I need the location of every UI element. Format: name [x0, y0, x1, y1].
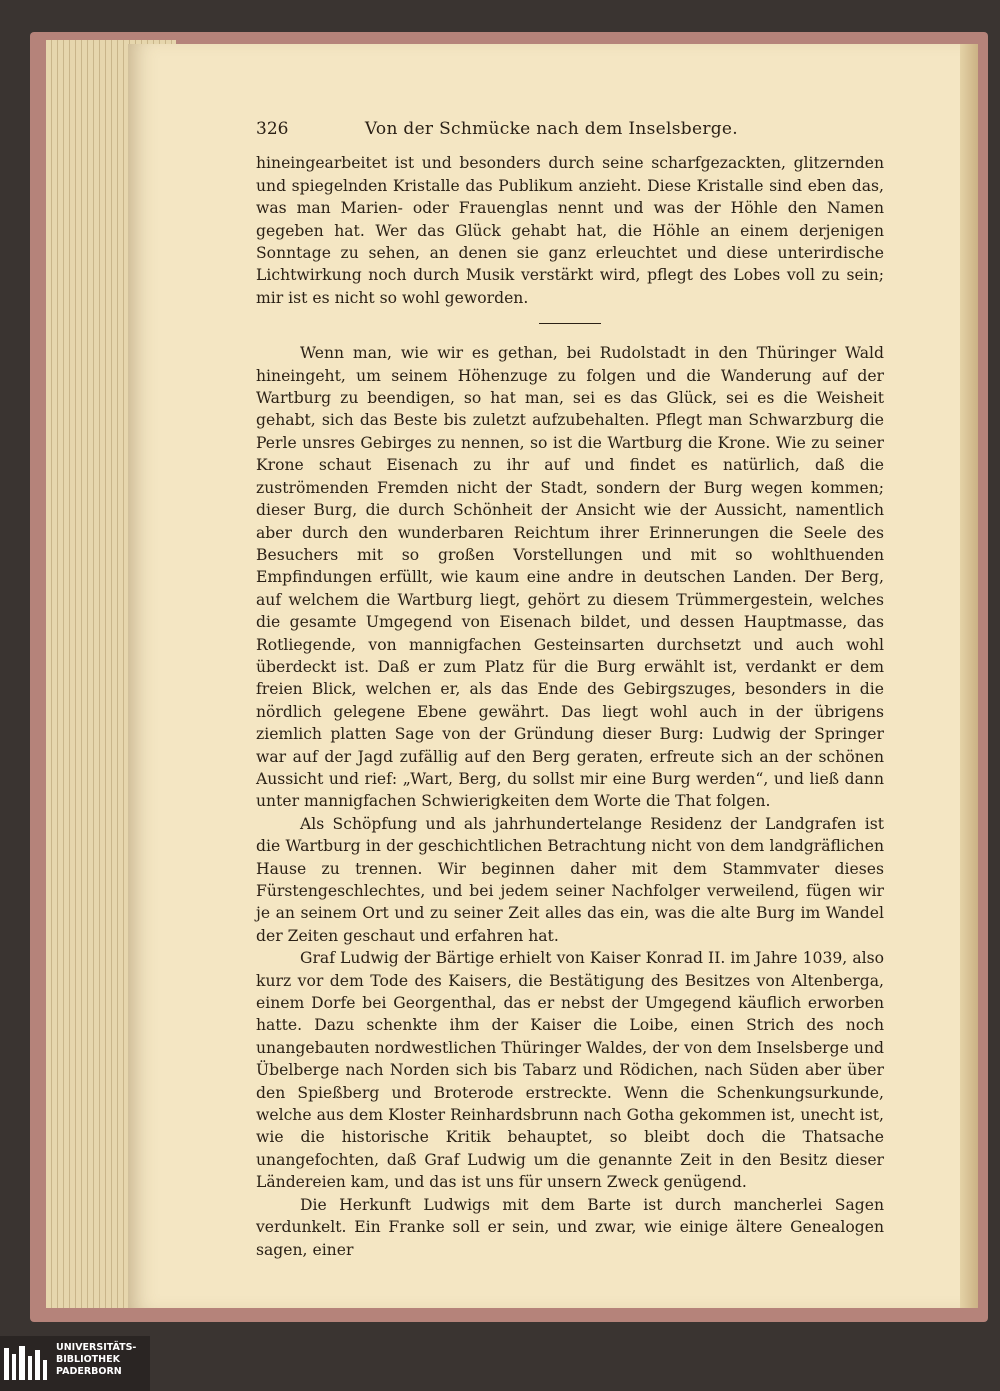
page-gutter — [960, 44, 978, 1308]
paragraph-2: Wenn man, wie wir es gethan, bei Rudolstadt in den Thüringer Wald hineingeht, um seinem Höhenzuge zu folgen und die Wanderung auf der Wartburg zu beendigen, so hat man, sei es das Glück, sei es die Weisheit gehabt, sich das Beste bis zuletzt aufzubehalten. Pflegt man Schwarzburg die Perle unsres Gebirges zu nennen, so ist die Wartburg die Krone. Wie zu seiner Krone schaut Eisenach zu ihr auf und findet es natürlich, daß die zuströmenden Fremden nicht der Stadt, sondern der Burg wegen kommen; dieser Burg, die durch Schönheit der Ansicht wie der Aussicht, namentlich aber durch den wunderbaren Reichtum ihrer Erinnerungen die Seele des Besuchers mit so großen Vorstellungen und mit so wohlthuenden Empfindungen erfüllt, wie kaum eine andre in deutschen Landen. Der Berg, auf welchem die Wartburg liegt, gehört zu diesem Trümmergestein, welches die gesamte Umgegend von Eisenach bildet, und dessen Hauptmasse, das Rotliegende, von mannigfachen Gesteinsarten durchsetzt und auch wohl überdeckt ist. Daß er zum Platz für die Burg erwählt ist, verdankt er dem freien Blick, welchen er, als das Ende des Gebirgszuges, besonders in die nördlich gelegene Ebene gewährt. Das liegt wohl auch in der übrigens ziemlich platten Sage von der Gründung dieser Burg: Ludwig der Springer war auf der Jagd zufällig auf den Berg geraten, erfreute sich an der schönen Aussicht und rief: „Wart, Berg, du sollst mir eine Burg werden“, und ließ dann unter mannigfachen Schwierigkeiten dem Worte die That folgen. — [256, 344, 884, 811]
running-title: Von der Schmücke nach dem Inselsberge. — [364, 119, 738, 139]
library-logo — [0, 1336, 150, 1391]
running-header — [256, 118, 884, 140]
page-text — [256, 118, 884, 1261]
logo-line-1: UNIVERSITÄTS- — [56, 1342, 137, 1353]
paragraph-5: Die Herkunft Ludwigs mit dem Barte ist durch mancherlei Sagen verdunkelt. Ein Franke soll er sein, und zwar, wie einige ältere Genealogen sagen, einer — [256, 1195, 884, 1259]
library-emblem-icon — [2, 1344, 52, 1384]
paragraph-4: Graf Ludwig der Bärtige erhielt von Kaiser Konrad II. im Jahre 1039, also kurz vor dem Tode des Kaisers, die Bestätigung des Besitzes von Altenberga, einem Dorfe bei Georgenthal, das er nebst der Umgegend käuflich erworben hatte. Dazu schenkte ihm der Kaiser die Loibe, einen Strich des noch unangebauten nordwestlichen Thüringer Waldes, der von dem Inselsberge und Übelberge nach Norden sich bis Tabarz und Rödichen, nach Süden aber über den Spießberg und Broterode erstreckte. Wenn die Schenkungsurkunde, welche aus dem Kloster Reinhardsbrunn nach Gotha gekommen ist, unecht ist, wie die historische Kritik behauptet, so bleibt doch die Thatsache unangefochten, daß Graf Ludwig um die genannte Zeit in den Besitz dieser Ländereien kam, und das ist uns für unsern Zweck genügend. — [256, 949, 884, 1192]
paragraph-3: Als Schöpfung und als jahrhundertelange Residenz der Landgrafen ist die Wartburg in der geschichtlichen Betrachtung nicht von dem landgräflichen Hause zu trennen. Wir beginnen daher mit dem Stammvater dieses Fürstengeschlechtes, und bei jedem seiner Nachfolger verweilend, fügen wir je an seinem Ort und zu seiner Zeit alles das ein, was die alte Burg im Wandel der Zeiten geschaut und erfahren hat. — [256, 814, 884, 945]
section-divider — [539, 323, 601, 324]
logo-line-3: PADERBORN — [56, 1366, 122, 1377]
logo-line-2: BIBLIOTHEK — [56, 1354, 120, 1365]
paragraph-1: hineingearbeitet ist und besonders durch seine scharfgezackten, glitzernden und spiegelnden Kristalle das Publikum anzieht. Diese Kristalle sind eben das, was man Marien- oder Frauenglas nennt und was der Höhle den Namen gegeben hat. Wer das Glück gehabt hat, die Höhle an einem derjenigen Sonntage zu sehen, an denen sie ganz erleuchtet und diese unterirdische Lichtwirkung noch durch Musik verstärkt wird, pflegt des Lobes voll zu sein; mir ist es nicht so wohl geworden. — [256, 154, 884, 307]
page-number: 326 — [256, 119, 289, 139]
